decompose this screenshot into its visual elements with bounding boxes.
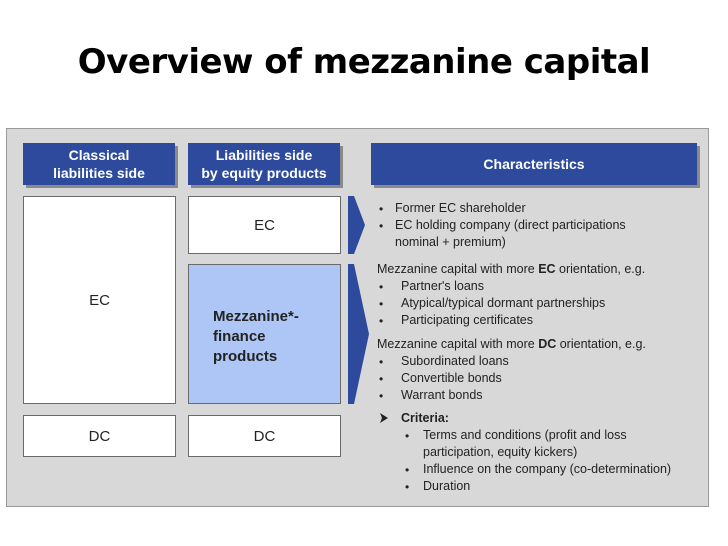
criteria-item-cont: participation, equity kickers) [423, 445, 578, 459]
criteria-item: Influence on the company (co-determination) [423, 462, 672, 476]
header-characteristics: Characteristics [371, 143, 697, 185]
bullet-dot-icon: • [405, 480, 410, 494]
bullet-dot-icon: • [379, 372, 384, 386]
ec-bullet-holding-company: EC holding company (direct participations [395, 218, 626, 232]
header-classical-line1: Classical [68, 147, 130, 163]
ec-orientation-intro-bold: EC [538, 262, 556, 276]
ec-orientation-intro-pre: Mezzanine capital with more [377, 262, 539, 276]
bullet-dot-icon: • [379, 202, 384, 216]
ec-bullet-former-shareholder: Former EC shareholder [395, 201, 526, 215]
ec-orientation-intro-post: orientation, e.g. [555, 262, 646, 276]
mezzanine-line1: Mezzanine*- [213, 308, 299, 325]
header-classical-liabilities [23, 143, 175, 185]
bullet-dot-icon: • [379, 219, 384, 233]
bullet-dot-icon: • [405, 463, 410, 477]
mezzanine-line3: products [213, 348, 278, 365]
criteria-item: Terms and conditions (profit and loss [423, 428, 627, 442]
criteria-arrowhead-icon [379, 412, 389, 424]
ec-orientation-item: Partner's loans [401, 279, 484, 293]
equity-ec-box: EC [188, 196, 341, 254]
dc-orientation-intro-pre: Mezzanine capital with more [377, 337, 539, 351]
ec-bullet-holding-company-cont: nominal + premium) [395, 235, 506, 249]
header-classical-line2: liabilities side [53, 165, 145, 181]
mezzanine-line2: finance [213, 328, 266, 345]
mezzanine-products-box [188, 264, 341, 404]
criteria-label: Criteria: [401, 411, 449, 425]
dc-orientation-item: Subordinated loans [401, 354, 509, 368]
classical-ec-box: EC [23, 196, 176, 404]
bullet-dot-icon: • [379, 355, 384, 369]
header-equity-products [188, 143, 340, 185]
mezzanine-label [213, 307, 299, 367]
ec-orientation-intro [377, 261, 645, 278]
dc-orientation-item: Warrant bonds [401, 388, 483, 402]
dc-orientation-intro-bold: DC [538, 337, 557, 351]
bullet-dot-icon: • [379, 297, 384, 311]
classical-dc-box: DC [23, 415, 176, 457]
criteria-item: Duration [423, 479, 471, 493]
ec-arrow-icon [348, 196, 366, 254]
bullet-dot-icon: • [379, 314, 384, 328]
dc-orientation-item: Convertible bonds [401, 371, 502, 385]
equity-dc-box: DC [188, 415, 341, 457]
bullet-dot-icon: • [379, 280, 384, 294]
mezzanine-arrow-icon [348, 264, 370, 404]
header-equity-line1: Liabilities side [215, 147, 313, 163]
ec-orientation-item: Atypical/typical dormant partnerships [401, 296, 606, 310]
header-equity-line2: by equity products [201, 165, 327, 181]
ec-orientation-item: Participating certificates [401, 313, 534, 327]
dc-orientation-intro-post: orientation, e.g. [556, 337, 646, 351]
overview-panel [6, 128, 709, 507]
bullet-dot-icon: • [405, 429, 410, 443]
dc-orientation-intro [377, 336, 646, 353]
bullet-dot-icon: • [379, 389, 384, 403]
slide-title: Overview of mezzanine capital [77, 42, 651, 82]
